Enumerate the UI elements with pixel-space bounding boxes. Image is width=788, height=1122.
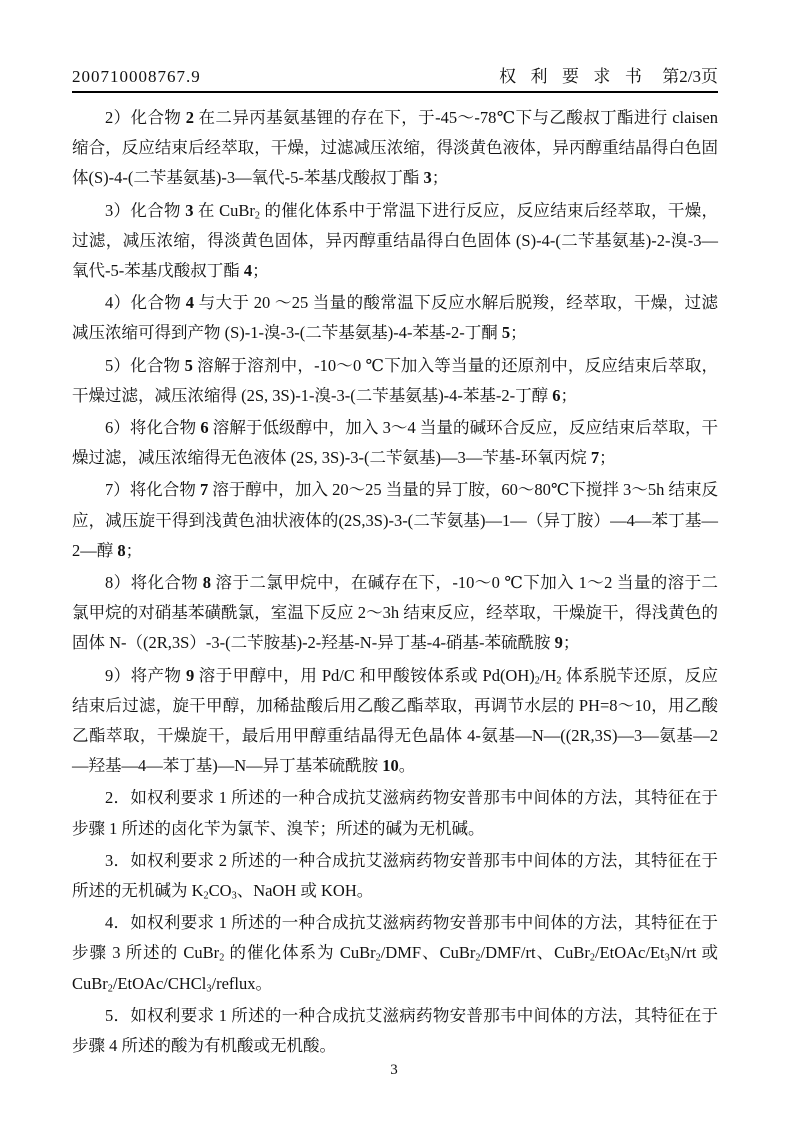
claim-paragraph: 3．如权利要求 2 所述的一种合成抗艾滋病药物安普那韦中间体的方法，其特征在于所述的无机碱为 $K_2CO_3$、NaOH 或 KOH。 bbox=[72, 850, 718, 902]
claim-paragraph: 5）化合物 5 溶解于溶剂中，-10～0 ℃下加入等当量的还原剂中，反应结束后萃取，干燥过滤，减压浓缩得 (2S, 3S)-1-溴-3-(二苄基氨基)-4-苯基-2-丁醇 6； bbox=[72, 355, 719, 405]
application-number: 200710008767.9 bbox=[72, 67, 201, 86]
page-indicator: 第2/3页 bbox=[662, 67, 718, 86]
claim-paragraph: 2．如权利要求 1 所述的一种合成抗艾滋病药物安普那韦中间体的方法，其特征在于步骤 1 所述的卤化苄为氯苄、溴苄；所述的碱为无机碱。 bbox=[72, 788, 718, 838]
claim-paragraph: 8）将化合物 8 溶于二氯甲烷中，在碱存在下，-10～0 ℃下加入 1～2 当量的溶于二氯甲烷的对硝基苯磺酰氯，室温下反应 2～3h 结束反应，经萃取，干燥旋干，得浅黄色的固体 N-（(2R,3S）-3-(二苄胺基)-2-羟基-N-异丁基-4-硝基-苯硫酰胺 9； bbox=[72, 573, 719, 653]
claim-paragraph: 5．如权利要求 1 所述的一种合成抗艾滋病药物安普那韦中间体的方法，其特征在于步骤 4 所述的酸为有机酸或无机酸。 bbox=[72, 1005, 718, 1056]
claim-paragraph: 7）将化合物 7 溶于醇中，加入 20～25 当量的异丁胺，60～80℃下搅拌 3～5h 结束反应，减压旋干得到浅黄色油状液体的(2S,3S)-3-(二苄氨基)—1—（异丁胺）—4—苯丁基—2—醇 8； bbox=[72, 480, 719, 560]
claim-paragraph: 6）将化合物 6 溶解于低级醇中，加入 3～4 当量的碱环合反应，反应结束后萃取，干燥过滤，减压浓缩得无色液体 (2S, 3S)-3-(二苄氨基)—3—苄基-环氧丙烷 7； bbox=[72, 418, 719, 468]
header-right bbox=[499, 62, 718, 87]
document-title: 权利要求书 bbox=[499, 67, 657, 86]
header-divider bbox=[72, 91, 718, 93]
claim-paragraph: 9）将产物 9 溶于甲醇中，用 Pd/C 和甲酸铵体系或 $Pd(OH)_2/H_2$ 体系脱苄还原，反应结束后过滤，旋干甲醇，加稀盐酸后用乙酸乙酯萃取，再调节水层的 PH=8～10，用乙酸乙酯萃取，干燥旋干，最后用甲醇重结晶得无色晶体 4-氨基—N—((2R,3S)—3—氨基—2—羟基—4—苯丁基)—N—异丁基苯硫酰胺 10。 bbox=[72, 665, 719, 776]
claim-paragraph: 4）化合物 4 与大于 20 ～25 当量的酸常温下反应水解后脱羧，经萃取，干燥，过滤减压浓缩可得到产物 (S)-1-溴-3-(二苄基氨基)-4-苯基-2-丁酮 5； bbox=[72, 293, 719, 343]
page-header bbox=[72, 62, 718, 87]
page-footer bbox=[0, 1062, 788, 1079]
footer-page-number: 3 bbox=[390, 1062, 398, 1078]
claim-paragraph: 4．如权利要求 1 所述的一种合成抗艾滋病药物安普那韦中间体的方法，其特征在于步骤 3 所述的 CuBr$_2$ 的催化体系为 CuBr$_2$/DMF、CuBr$_2$/DMF/rt、$CuBr_2/EtOAc/Et_3N/rt$ 或 CuBr$_2$/EtOAc/CHCl$_3$/reflux。 bbox=[72, 913, 718, 995]
claims-body bbox=[72, 103, 718, 1063]
claim-paragraph: 2）化合物 2 在二异丙基氨基锂的存在下，于-45～-78℃下与乙酸叔丁酯进行 claisen 缩合，反应结束后经萃取，干燥，过滤减压浓缩，得淡黄色液体，异丙醇重结晶得白色固体(S)-4-(二苄基氨基)-3—氧代-5-苯基戊酸叔丁酯 3； bbox=[72, 108, 719, 188]
claim-paragraph: 3）化合物 3 在 CuBr$_2$ 的催化体系中于常温下进行反应，反应结束后经萃取，干燥，过滤，减压浓缩，得淡黄色固体，异丙醇重结晶得白色固体 (S)-4-(二苄基氨基)-2-溴-3—氧代-5-苯基戊酸叔丁酯 4； bbox=[72, 200, 719, 281]
